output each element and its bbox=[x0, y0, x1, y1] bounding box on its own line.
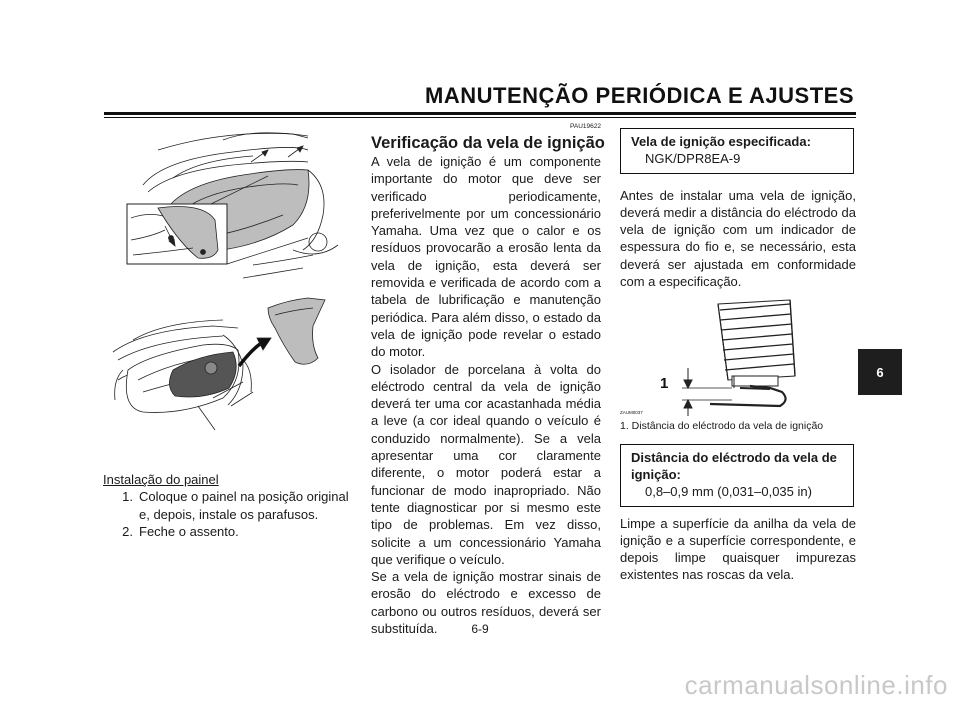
spec-value: 0,8–0,9 mm (0,031–0,035 in) bbox=[645, 484, 812, 500]
procedure-title: Instalação do painel bbox=[103, 472, 219, 487]
chapter-tab[interactable]: 6 bbox=[858, 349, 902, 395]
panel-installation-illustration bbox=[103, 130, 353, 468]
left-column bbox=[103, 130, 353, 540]
spec-label: Distância do eléctrodo da vela de ignição: bbox=[631, 449, 837, 482]
electrode-gap-spec-box bbox=[620, 444, 854, 507]
page-number: 6-9 bbox=[471, 622, 489, 636]
page-header-title: MANUTENÇÃO PERIÓDICA E AJUSTES bbox=[425, 83, 854, 108]
paragraph: O isolador de porcelana à volta do eléctrodo central da vela de ignição deverá ter uma cor acastanhada média a leve (a cor ideal quando o veículo é conduzido normalmente). Se a vela apresentar uma cor claramente diferente, o motor poderá estar a funcionar de modo inapropriado. Não tente diagnosticar por si mesmo este tipo de problemas. Em vez disso, solicite a um concessionário Yamaha que verifique o veículo. bbox=[371, 361, 601, 567]
spec-value: NGK/DPR8EA-9 bbox=[645, 151, 741, 167]
section-title: Verificação da vela de ignição bbox=[371, 134, 605, 152]
spark-plug-spec-box bbox=[620, 128, 854, 174]
section-code: PAU19622 bbox=[570, 123, 601, 130]
procedure-steps bbox=[103, 488, 353, 540]
procedure-step bbox=[103, 488, 353, 523]
paragraph: Antes de instalar uma vela de ignição, deverá medir a distância do eléctrodo da vela de ignição com um indicador de espessura do fio e, se necessário, esta deverá ser ajustada em conformidade com a especificação. bbox=[620, 187, 856, 290]
header-rule-thick bbox=[104, 112, 856, 115]
step-number: 1. bbox=[122, 489, 133, 505]
gap-label-1: 1 bbox=[660, 375, 669, 393]
step-number: 2. bbox=[122, 523, 133, 539]
header-rule-thin bbox=[104, 117, 856, 118]
procedure-step bbox=[103, 523, 353, 540]
right-column bbox=[620, 128, 856, 584]
figure-code: ZAUM0037 bbox=[620, 410, 643, 416]
paragraph: Se a vela de ignição mostrar sinais de erosão do eléctrodo e excesso de carbono ou outros resíduos, deverá ser substituída. bbox=[371, 569, 601, 637]
spec-label: Vela de ignição especificada: bbox=[631, 134, 811, 149]
spark-plug-gap-illustration bbox=[620, 296, 856, 416]
scooter-panel-drawing bbox=[103, 130, 353, 468]
middle-column bbox=[371, 122, 605, 637]
step-text: Coloque o painel na posição original e, depois, instale os parafusos. bbox=[139, 489, 349, 522]
figure-caption: 1. Distância do eléctrodo da vela de ignição bbox=[620, 420, 824, 433]
paragraph: Limpe a superfície da anilha da vela de ignição e a superfície correspondente, e depois limpe quaisquer impurezas existentes nas roscas da vela. bbox=[620, 515, 856, 583]
paragraph: A vela de ignição é um componente importante do motor que deve ser verificado periodicamente, preferivelmente por um concessionário Yamaha. Uma vez que o calor e os resíduos provocarão a erosão lenta da vela de ignição, esta deverá ser removida e verificada de acordo com a tabela de lubrificação e manutenção periódica. Para além disso, o estado da vela de ignição pode revelar o estado do motor. bbox=[371, 154, 601, 360]
spark-plug-drawing bbox=[620, 296, 856, 416]
watermark: carmanualsonline.info bbox=[684, 670, 948, 700]
step-text: Feche o assento. bbox=[139, 523, 239, 539]
